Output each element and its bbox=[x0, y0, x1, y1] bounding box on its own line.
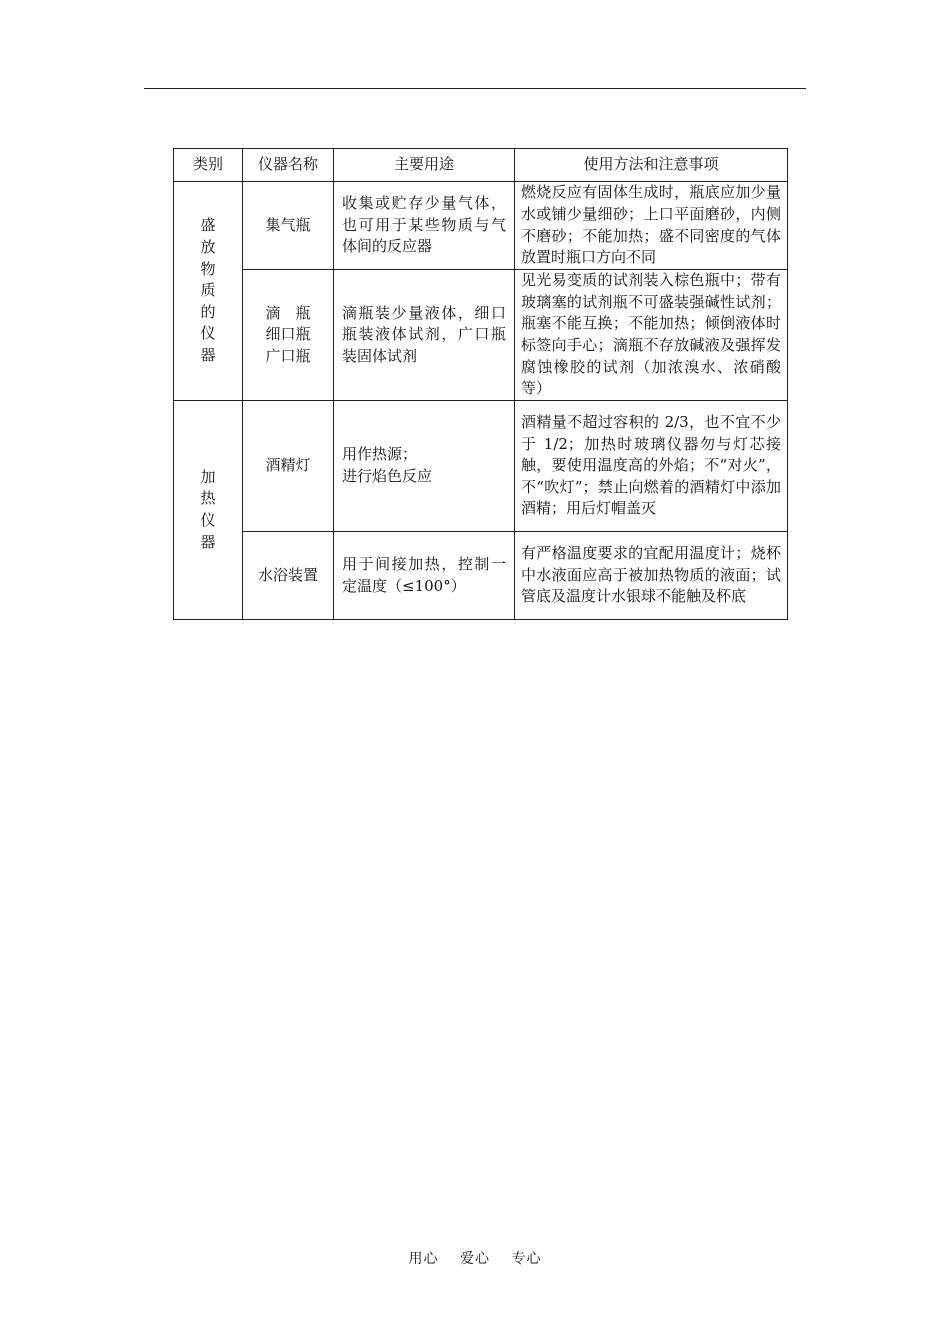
table-header-row bbox=[174, 149, 788, 182]
footer-text: 用心 bbox=[408, 1251, 439, 1267]
instrument-name-line: 集气瓶 bbox=[265, 215, 311, 234]
instrument-table bbox=[173, 148, 788, 620]
instrument-name-line: 细口瓶 bbox=[265, 325, 311, 344]
main-use: 用于间接加热，控制一定温度（≤100°） bbox=[334, 532, 515, 620]
category-cell bbox=[174, 182, 243, 401]
instrument-name bbox=[243, 532, 334, 620]
table-row bbox=[174, 182, 788, 270]
main-use: 收集或贮存少量气体，也可用于某些物质与气体间的反应器 bbox=[334, 182, 515, 270]
usage-notes: 有严格温度要求的宜配用温度计；烧杯中水液面应高于被加热物质的液面；试管底及温度计水银球不能触及杯底 bbox=[515, 532, 788, 620]
category-cell bbox=[174, 401, 243, 620]
usage-notes: 见光易变质的试剂装入棕色瓶中；带有玻璃塞的试剂瓶不可盛装强碱性试剂；瓶塞不能互换；不能加热；倾倒液体时标签向手心；滴瓶不存放碱液及强挥发腐蚀橡胶的试剂（加浓溴水、浓硝酸等） bbox=[515, 270, 788, 401]
instrument-name-line: 广口瓶 bbox=[265, 346, 311, 365]
header-main-use: 主要用途 bbox=[334, 149, 515, 182]
category-label: 加热仪器 bbox=[200, 467, 216, 551]
instrument-name bbox=[243, 182, 334, 270]
main-use bbox=[334, 401, 515, 532]
instrument-name-line: 滴 瓶 bbox=[265, 303, 311, 322]
table-row bbox=[174, 401, 788, 532]
instrument-name-line: 酒精灯 bbox=[265, 456, 311, 475]
header-category: 类别 bbox=[174, 149, 243, 182]
main-use: 滴瓶装少量液体，细口瓶装液体试剂，广口瓶装固体试剂 bbox=[334, 270, 515, 401]
header-instrument-name: 仪器名称 bbox=[243, 149, 334, 182]
table-row bbox=[174, 532, 788, 620]
table-row bbox=[174, 270, 788, 401]
instrument-name bbox=[243, 270, 334, 401]
footer-text: 专心 bbox=[511, 1251, 542, 1267]
category-label: 盛放物质的仪器 bbox=[200, 216, 216, 364]
footer-text: 爱心 bbox=[460, 1251, 490, 1267]
header-rule bbox=[144, 88, 806, 89]
main-use-line: 用作热源； bbox=[342, 445, 418, 464]
usage-notes: 燃烧反应有固体生成时，瓶底应加少量水或铺少量细砂；上口平面磨砂，内侧不磨砂；不能加热；盛不同密度的气体放置时瓶口方向不同 bbox=[515, 182, 788, 270]
header-usage-notes: 使用方法和注意事项 bbox=[515, 149, 788, 182]
instrument-name-line: 水浴装置 bbox=[257, 565, 318, 584]
usage-notes: 酒精量不超过容积的 2/3，也不宜不少于 1/2；加热时玻璃仪器勿与灯芯接触，要使用温度高的外焰；不“对火”，不“吹灯”；禁止向燃着的酒精灯中添加酒精；用后灯帽盖灭 bbox=[515, 401, 788, 532]
page-footer bbox=[0, 1248, 950, 1268]
main-use-line: 进行焰色反应 bbox=[342, 467, 433, 485]
instrument-name bbox=[243, 401, 334, 532]
